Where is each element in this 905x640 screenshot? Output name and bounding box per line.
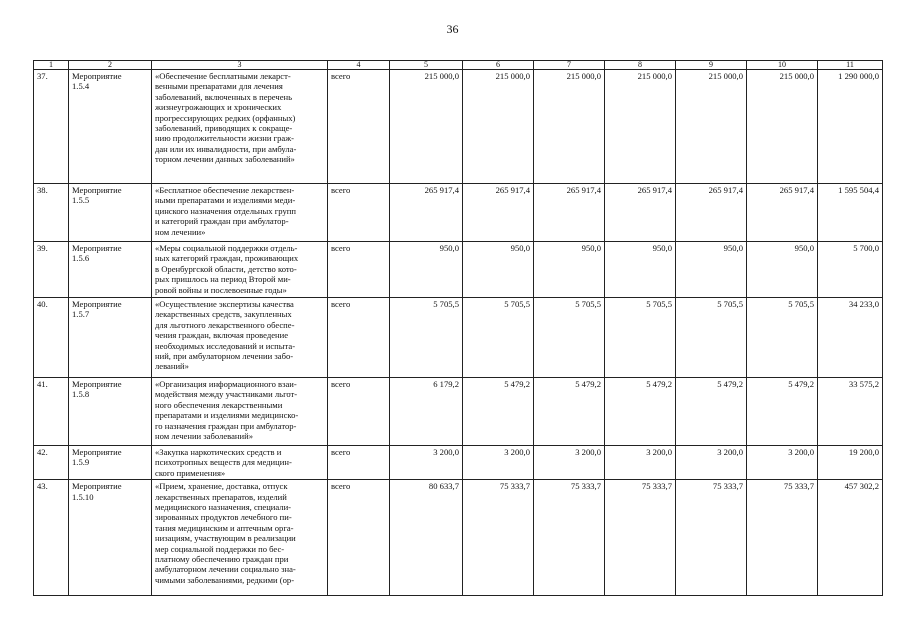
amount-cell: 1 595 504,4 xyxy=(818,184,883,242)
table-row xyxy=(34,70,883,184)
column-header: 8 xyxy=(605,61,676,70)
row-number-cell: 43. xyxy=(34,480,69,596)
amount-cell: 80 633,7 xyxy=(390,480,463,596)
event-name-cell: Мероприятие 1.5.6 xyxy=(69,242,152,298)
budget-table xyxy=(33,60,883,596)
amount-cell: 3 200,0 xyxy=(605,446,676,480)
column-header: 11 xyxy=(818,61,883,70)
amount-cell: 5 479,2 xyxy=(676,378,747,446)
amount-cell: 19 200,0 xyxy=(818,446,883,480)
funding-source-cell: всего xyxy=(328,480,390,596)
row-number-cell: 37. xyxy=(34,70,69,184)
funding-source-cell: всего xyxy=(328,446,390,480)
header-row xyxy=(34,61,883,70)
event-description-cell: «Меры социальной поддержки отдель- ных категорий граждан, проживающих в Оренбургской области, детство кото- рых пришлось на период Второй ми- ровой войны и послевоенные годы» xyxy=(152,242,328,298)
column-header: 5 xyxy=(390,61,463,70)
amount-cell: 5 705,5 xyxy=(605,298,676,378)
amount-cell: 215 000,0 xyxy=(463,70,534,184)
event-description-cell: «Закупка наркотических средств и психотропных веществ для медицин- ского применения» xyxy=(152,446,328,480)
amount-cell: 75 333,7 xyxy=(747,480,818,596)
event-name-cell: Мероприятие 1.5.10 xyxy=(69,480,152,596)
column-header: 3 xyxy=(152,61,328,70)
row-number-cell: 38. xyxy=(34,184,69,242)
table-row xyxy=(34,242,883,298)
amount-cell: 265 917,4 xyxy=(676,184,747,242)
column-header: 10 xyxy=(747,61,818,70)
amount-cell: 215 000,0 xyxy=(676,70,747,184)
table-row xyxy=(34,298,883,378)
amount-cell: 215 000,0 xyxy=(605,70,676,184)
row-number-cell: 42. xyxy=(34,446,69,480)
amount-cell: 215 000,0 xyxy=(747,70,818,184)
amount-cell: 3 200,0 xyxy=(676,446,747,480)
amount-cell: 5 479,2 xyxy=(463,378,534,446)
amount-cell: 5 700,0 xyxy=(818,242,883,298)
amount-cell: 265 917,4 xyxy=(747,184,818,242)
amount-cell: 5 705,5 xyxy=(676,298,747,378)
event-description-cell: «Осуществление экспертизы качества лекарственных средств, закупленных для льготного лекарственного обеспе- чения граждан, включая проведение необходимых исследований и испыта- ний, при амбулаторном лечении забо- леваний» xyxy=(152,298,328,378)
amount-cell: 3 200,0 xyxy=(390,446,463,480)
funding-source-cell: всего xyxy=(328,378,390,446)
amount-cell: 6 179,2 xyxy=(390,378,463,446)
table-row xyxy=(34,480,883,596)
column-header: 4 xyxy=(328,61,390,70)
amount-cell: 215 000,0 xyxy=(534,70,605,184)
amount-cell: 1 290 000,0 xyxy=(818,70,883,184)
amount-cell: 3 200,0 xyxy=(534,446,605,480)
funding-source-cell: всего xyxy=(328,242,390,298)
amount-cell: 5 479,2 xyxy=(747,378,818,446)
funding-source-cell: всего xyxy=(328,184,390,242)
table-row xyxy=(34,378,883,446)
column-header: 9 xyxy=(676,61,747,70)
amount-cell: 950,0 xyxy=(463,242,534,298)
page-number: 36 xyxy=(446,22,459,36)
amount-cell: 75 333,7 xyxy=(463,480,534,596)
table-row xyxy=(34,184,883,242)
amount-cell: 457 302,2 xyxy=(818,480,883,596)
amount-cell: 3 200,0 xyxy=(463,446,534,480)
amount-cell: 75 333,7 xyxy=(676,480,747,596)
amount-cell: 5 705,5 xyxy=(747,298,818,378)
column-header: 7 xyxy=(534,61,605,70)
table-header xyxy=(34,61,883,70)
table-body xyxy=(34,70,883,596)
event-name-cell: Мероприятие 1.5.4 xyxy=(69,70,152,184)
amount-cell: 265 917,4 xyxy=(534,184,605,242)
row-number-cell: 41. xyxy=(34,378,69,446)
amount-cell: 265 917,4 xyxy=(463,184,534,242)
amount-cell: 950,0 xyxy=(676,242,747,298)
row-number-cell: 40. xyxy=(34,298,69,378)
amount-cell: 265 917,4 xyxy=(605,184,676,242)
amount-cell: 950,0 xyxy=(390,242,463,298)
event-name-cell: Мероприятие 1.5.9 xyxy=(69,446,152,480)
amount-cell: 75 333,7 xyxy=(605,480,676,596)
funding-source-cell: всего xyxy=(328,70,390,184)
event-description-cell: «Прием, хранение, доставка, отпуск лекарственных препаратов, изделий медицинского назначения, специали- зированных продуктов лечебного пи- тания медицинским и аптечным орга- низациям, участвующим в реализации мер социальной поддержки по бес- платному обеспечению граждан при амбулаторном лечении социально зна- чимыми заболеваниями, редкими (ор- xyxy=(152,480,328,596)
amount-cell: 950,0 xyxy=(605,242,676,298)
amount-cell: 265 917,4 xyxy=(390,184,463,242)
event-description-cell: «Обеспечение бесплатными лекарст- венными препаратами для лечения заболеваний, включенных в перечень жизнеугрожающих и хронических прогрессирующих редких (орфанных) заболеваний, приводящих к сокраще- нию продолжительности жизни граж- дан или их инвалидности, при амбула- торном лечении данных заболеваний» xyxy=(152,70,328,184)
amount-cell: 5 705,5 xyxy=(463,298,534,378)
amount-cell: 75 333,7 xyxy=(534,480,605,596)
column-header: 1 xyxy=(34,61,69,70)
amount-cell: 215 000,0 xyxy=(390,70,463,184)
event-description-cell: «Бесплатное обеспечение лекарствен- ными препаратами и изделиями меди- цинского назначения отдельных групп и категорий граждан при амбулатор- ном лечении» xyxy=(152,184,328,242)
table-row xyxy=(34,446,883,480)
column-header: 6 xyxy=(463,61,534,70)
amount-cell: 950,0 xyxy=(747,242,818,298)
amount-cell: 5 479,2 xyxy=(605,378,676,446)
amount-cell: 5 705,5 xyxy=(534,298,605,378)
funding-source-cell: всего xyxy=(328,298,390,378)
amount-cell: 5 479,2 xyxy=(534,378,605,446)
event-name-cell: Мероприятие 1.5.8 xyxy=(69,378,152,446)
column-header: 2 xyxy=(69,61,152,70)
amount-cell: 5 705,5 xyxy=(390,298,463,378)
event-name-cell: Мероприятие 1.5.7 xyxy=(69,298,152,378)
event-description-cell: «Организация информационного взаи- модействия между участниками льгот- ного обеспечения лекарственными препаратами и изделиями медицинско- го назначения граждан при амбулатор- ном лечении заболеваний» xyxy=(152,378,328,446)
event-name-cell: Мероприятие 1.5.5 xyxy=(69,184,152,242)
amount-cell: 950,0 xyxy=(534,242,605,298)
amount-cell: 33 575,2 xyxy=(818,378,883,446)
amount-cell: 34 233,0 xyxy=(818,298,883,378)
amount-cell: 3 200,0 xyxy=(747,446,818,480)
row-number-cell: 39. xyxy=(34,242,69,298)
